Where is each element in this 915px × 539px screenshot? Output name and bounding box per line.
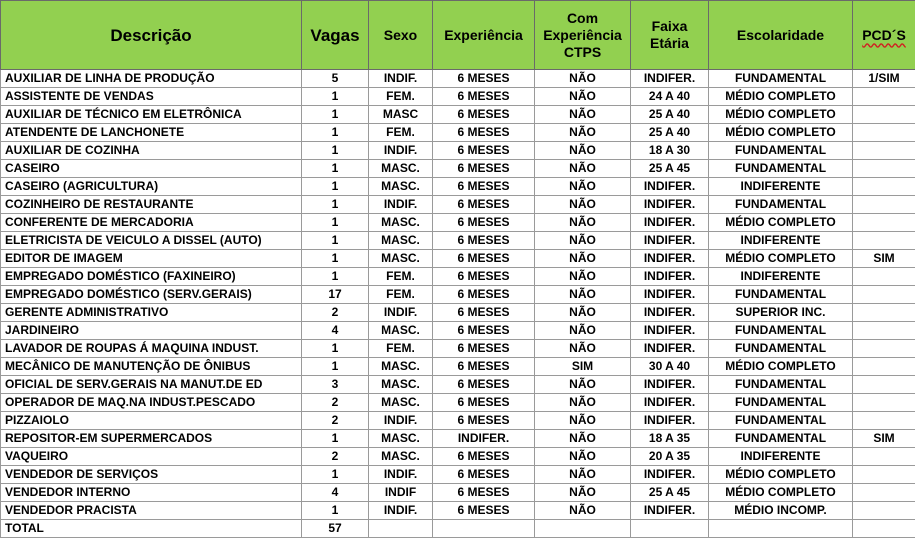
cell-descricao: AUXILIAR DE LINHA DE PRODUÇÃO (1, 70, 302, 88)
cell-escolaridade: FUNDAMENTAL (709, 412, 853, 430)
cell-com-experiencia-ctps: NÃO (535, 70, 631, 88)
cell-faixa-etaria: INDIFER. (631, 304, 709, 322)
cell-pcd (853, 322, 915, 340)
cell-com-experiencia-ctps: NÃO (535, 142, 631, 160)
cell-com-experiencia-ctps: NÃO (535, 448, 631, 466)
cell-sexo: MASC. (369, 376, 433, 394)
table-row (1, 160, 915, 178)
cell-sexo: FEM. (369, 286, 433, 304)
cell-experiencia: INDIFER. (433, 430, 535, 448)
cell-faixa-etaria: INDIFER. (631, 214, 709, 232)
table-row (1, 142, 915, 160)
cell-faixa-etaria: INDIFER. (631, 196, 709, 214)
cell-pcd: 1/SIM (853, 70, 915, 88)
cell-faixa-etaria: 25 A 40 (631, 106, 709, 124)
cell-vagas: 4 (302, 322, 369, 340)
header-faixa-line: Faixa (651, 18, 688, 34)
cell-experiencia: 6 MESES (433, 484, 535, 502)
cell-sexo: MASC. (369, 214, 433, 232)
header-com-experiencia-ctps (535, 1, 631, 70)
cell-pcd (853, 106, 915, 124)
cell-vagas: 1 (302, 250, 369, 268)
cell-com-experiencia-ctps: NÃO (535, 412, 631, 430)
cell-escolaridade: MÉDIO COMPLETO (709, 214, 853, 232)
cell-escolaridade: INDIFERENTE (709, 178, 853, 196)
cell-pcd (853, 448, 915, 466)
cell-faixa-etaria: INDIFER. (631, 250, 709, 268)
table-row (1, 214, 915, 232)
cell-descricao: MECÂNICO DE MANUTENÇÃO DE ÔNIBUS (1, 358, 302, 376)
cell-experiencia: 6 MESES (433, 106, 535, 124)
cell-pcd (853, 466, 915, 484)
cell-vagas: 1 (302, 124, 369, 142)
cell-pcd (853, 232, 915, 250)
cell-escolaridade: MÉDIO INCOMP. (709, 502, 853, 520)
cell-vagas: 1 (302, 466, 369, 484)
cell-vagas: 1 (302, 358, 369, 376)
cell-com-experiencia-ctps: NÃO (535, 394, 631, 412)
cell-experiencia: 6 MESES (433, 160, 535, 178)
cell-pcd (853, 304, 915, 322)
cell-pcd (853, 160, 915, 178)
cell-escolaridade: FUNDAMENTAL (709, 160, 853, 178)
cell-com-experiencia-ctps: NÃO (535, 340, 631, 358)
total-empty-cell (853, 520, 915, 538)
cell-experiencia: 6 MESES (433, 250, 535, 268)
cell-vagas: 1 (302, 502, 369, 520)
cell-sexo: MASC (369, 106, 433, 124)
cell-experiencia: 6 MESES (433, 196, 535, 214)
cell-com-experiencia-ctps: NÃO (535, 88, 631, 106)
cell-sexo: INDIF. (369, 70, 433, 88)
cell-sexo: MASC. (369, 394, 433, 412)
cell-com-experiencia-ctps: NÃO (535, 214, 631, 232)
cell-faixa-etaria: 24 A 40 (631, 88, 709, 106)
header-pcds-text: PCD´S (862, 26, 906, 43)
cell-faixa-etaria: INDIFER. (631, 502, 709, 520)
cell-faixa-etaria: INDIFER. (631, 340, 709, 358)
cell-faixa-etaria: 20 A 35 (631, 448, 709, 466)
cell-pcd (853, 412, 915, 430)
cell-faixa-etaria: 30 A 40 (631, 358, 709, 376)
cell-experiencia: 6 MESES (433, 394, 535, 412)
table-row (1, 286, 915, 304)
cell-descricao: LAVADOR DE ROUPAS Á MAQUINA INDUST. (1, 340, 302, 358)
cell-pcd (853, 268, 915, 286)
cell-sexo: MASC. (369, 160, 433, 178)
cell-descricao: OPERADOR DE MAQ.NA INDUST.PESCADO (1, 394, 302, 412)
cell-pcd (853, 358, 915, 376)
cell-sexo: MASC. (369, 178, 433, 196)
cell-vagas: 1 (302, 340, 369, 358)
cell-escolaridade: FUNDAMENTAL (709, 340, 853, 358)
cell-vagas: 1 (302, 196, 369, 214)
cell-vagas: 1 (302, 268, 369, 286)
cell-pcd (853, 394, 915, 412)
table-row (1, 268, 915, 286)
cell-descricao: AUXILIAR DE COZINHA (1, 142, 302, 160)
cell-escolaridade: FUNDAMENTAL (709, 142, 853, 160)
cell-vagas: 4 (302, 484, 369, 502)
cell-faixa-etaria: INDIFER. (631, 178, 709, 196)
header-ctps-line: Com (566, 9, 599, 26)
table-row (1, 124, 915, 142)
cell-com-experiencia-ctps: NÃO (535, 232, 631, 250)
header-escolaridade: Escolaridade (709, 1, 853, 70)
cell-com-experiencia-ctps: NÃO (535, 484, 631, 502)
total-row (1, 520, 915, 538)
cell-vagas: 1 (302, 214, 369, 232)
cell-pcd (853, 502, 915, 520)
cell-com-experiencia-ctps: NÃO (535, 268, 631, 286)
cell-escolaridade: FUNDAMENTAL (709, 394, 853, 412)
cell-escolaridade: SUPERIOR INC. (709, 304, 853, 322)
cell-sexo: MASC. (369, 358, 433, 376)
cell-sexo: INDIF. (369, 142, 433, 160)
cell-descricao: GERENTE ADMINISTRATIVO (1, 304, 302, 322)
table-row (1, 376, 915, 394)
cell-descricao: VENDEDOR DE SERVIÇOS (1, 466, 302, 484)
cell-pcd (853, 286, 915, 304)
cell-com-experiencia-ctps: NÃO (535, 106, 631, 124)
cell-vagas: 1 (302, 88, 369, 106)
cell-descricao: VENDEDOR PRACISTA (1, 502, 302, 520)
header-descricao: Descrição (1, 1, 302, 70)
cell-descricao: ATENDENTE DE LANCHONETE (1, 124, 302, 142)
header-faixa-line: Etária (650, 35, 689, 51)
cell-faixa-etaria: INDIFER. (631, 322, 709, 340)
cell-faixa-etaria: INDIFER. (631, 466, 709, 484)
cell-sexo: MASC. (369, 430, 433, 448)
cell-experiencia: 6 MESES (433, 142, 535, 160)
cell-escolaridade: FUNDAMENTAL (709, 70, 853, 88)
cell-faixa-etaria: 25 A 40 (631, 124, 709, 142)
cell-descricao: COZINHEIRO DE RESTAURANTE (1, 196, 302, 214)
table-row (1, 106, 915, 124)
total-label: TOTAL (1, 520, 302, 538)
cell-descricao: EMPREGADO DOMÉSTICO (SERV.GERAIS) (1, 286, 302, 304)
cell-experiencia: 6 MESES (433, 304, 535, 322)
cell-experiencia: 6 MESES (433, 466, 535, 484)
total-empty-cell (369, 520, 433, 538)
cell-escolaridade: MÉDIO COMPLETO (709, 106, 853, 124)
cell-vagas: 1 (302, 430, 369, 448)
cell-vagas: 1 (302, 160, 369, 178)
cell-com-experiencia-ctps: NÃO (535, 304, 631, 322)
cell-vagas: 1 (302, 232, 369, 250)
cell-experiencia: 6 MESES (433, 232, 535, 250)
cell-com-experiencia-ctps: NÃO (535, 124, 631, 142)
cell-pcd (853, 124, 915, 142)
cell-escolaridade: MÉDIO COMPLETO (709, 250, 853, 268)
table-row (1, 304, 915, 322)
cell-vagas: 17 (302, 286, 369, 304)
cell-sexo: INDIF. (369, 412, 433, 430)
table-row (1, 412, 915, 430)
cell-escolaridade: MÉDIO COMPLETO (709, 124, 853, 142)
cell-faixa-etaria: INDIFER. (631, 70, 709, 88)
cell-vagas: 1 (302, 178, 369, 196)
cell-descricao: CASEIRO (AGRICULTURA) (1, 178, 302, 196)
cell-escolaridade: MÉDIO COMPLETO (709, 88, 853, 106)
cell-pcd (853, 178, 915, 196)
cell-vagas: 2 (302, 394, 369, 412)
cell-faixa-etaria: INDIFER. (631, 268, 709, 286)
cell-pcd (853, 484, 915, 502)
cell-sexo: INDIF. (369, 466, 433, 484)
cell-vagas: 2 (302, 448, 369, 466)
total-vagas: 57 (302, 520, 369, 538)
cell-pcd (853, 340, 915, 358)
cell-experiencia: 6 MESES (433, 178, 535, 196)
cell-escolaridade: INDIFERENTE (709, 232, 853, 250)
cell-sexo: INDIF. (369, 196, 433, 214)
cell-vagas: 1 (302, 142, 369, 160)
cell-com-experiencia-ctps: NÃO (535, 466, 631, 484)
header-ctps-line: CTPS (563, 43, 602, 60)
table-row (1, 448, 915, 466)
cell-com-experiencia-ctps: NÃO (535, 250, 631, 268)
cell-escolaridade: FUNDAMENTAL (709, 430, 853, 448)
cell-com-experiencia-ctps: NÃO (535, 502, 631, 520)
cell-faixa-etaria: INDIFER. (631, 376, 709, 394)
cell-escolaridade: FUNDAMENTAL (709, 196, 853, 214)
cell-experiencia: 6 MESES (433, 268, 535, 286)
cell-sexo: INDIF. (369, 502, 433, 520)
header-faixa-etaria (631, 1, 709, 70)
table-row (1, 394, 915, 412)
cell-faixa-etaria: INDIFER. (631, 394, 709, 412)
cell-vagas: 2 (302, 412, 369, 430)
total-empty-cell (709, 520, 853, 538)
header-vagas: Vagas (302, 1, 369, 70)
cell-pcd (853, 142, 915, 160)
cell-experiencia: 6 MESES (433, 340, 535, 358)
cell-sexo: MASC. (369, 448, 433, 466)
cell-sexo: FEM. (369, 340, 433, 358)
cell-sexo: FEM. (369, 88, 433, 106)
cell-com-experiencia-ctps: NÃO (535, 196, 631, 214)
cell-faixa-etaria: INDIFER. (631, 232, 709, 250)
cell-experiencia: 6 MESES (433, 412, 535, 430)
cell-sexo: MASC. (369, 250, 433, 268)
header-experiencia: Experiência (433, 1, 535, 70)
cell-escolaridade: FUNDAMENTAL (709, 286, 853, 304)
cell-pcd (853, 214, 915, 232)
cell-com-experiencia-ctps: NÃO (535, 178, 631, 196)
table-row (1, 322, 915, 340)
cell-pcd: SIM (853, 250, 915, 268)
cell-sexo: FEM. (369, 268, 433, 286)
cell-com-experiencia-ctps: NÃO (535, 160, 631, 178)
total-empty-cell (631, 520, 709, 538)
cell-sexo: MASC. (369, 322, 433, 340)
table-row (1, 196, 915, 214)
cell-experiencia: 6 MESES (433, 358, 535, 376)
cell-experiencia: 6 MESES (433, 286, 535, 304)
cell-faixa-etaria: INDIFER. (631, 412, 709, 430)
cell-faixa-etaria: 18 A 30 (631, 142, 709, 160)
cell-experiencia: 6 MESES (433, 376, 535, 394)
cell-descricao: ASSISTENTE DE VENDAS (1, 88, 302, 106)
header-ctps-line: Experiência (543, 26, 622, 43)
total-empty-cell (433, 520, 535, 538)
cell-experiencia: 6 MESES (433, 448, 535, 466)
cell-escolaridade: MÉDIO COMPLETO (709, 358, 853, 376)
cell-escolaridade: INDIFERENTE (709, 448, 853, 466)
table-row (1, 232, 915, 250)
cell-escolaridade: INDIFERENTE (709, 268, 853, 286)
cell-sexo: MASC. (369, 232, 433, 250)
cell-com-experiencia-ctps: SIM (535, 358, 631, 376)
cell-descricao: AUXILIAR DE TÉCNICO EM ELETRÔNICA (1, 106, 302, 124)
cell-experiencia: 6 MESES (433, 502, 535, 520)
cell-escolaridade: FUNDAMENTAL (709, 376, 853, 394)
total-empty-cell (535, 520, 631, 538)
cell-experiencia: 6 MESES (433, 322, 535, 340)
table-body (1, 70, 915, 538)
table-row (1, 484, 915, 502)
cell-descricao: CONFERENTE DE MERCADORIA (1, 214, 302, 232)
table-row (1, 466, 915, 484)
table-row (1, 88, 915, 106)
cell-sexo: FEM. (369, 124, 433, 142)
table-row (1, 178, 915, 196)
table-row (1, 70, 915, 88)
header-pcds (853, 1, 915, 70)
cell-descricao: EDITOR DE IMAGEM (1, 250, 302, 268)
cell-pcd (853, 88, 915, 106)
cell-descricao: VENDEDOR INTERNO (1, 484, 302, 502)
header-row (1, 1, 915, 70)
cell-com-experiencia-ctps: NÃO (535, 322, 631, 340)
table-row (1, 358, 915, 376)
cell-experiencia: 6 MESES (433, 70, 535, 88)
cell-escolaridade: MÉDIO COMPLETO (709, 466, 853, 484)
cell-faixa-etaria: 25 A 45 (631, 484, 709, 502)
cell-descricao: JARDINEIRO (1, 322, 302, 340)
cell-pcd (853, 196, 915, 214)
cell-faixa-etaria: INDIFER. (631, 286, 709, 304)
cell-com-experiencia-ctps: NÃO (535, 286, 631, 304)
cell-faixa-etaria: 18 A 35 (631, 430, 709, 448)
cell-escolaridade: FUNDAMENTAL (709, 322, 853, 340)
cell-sexo: INDIF. (369, 304, 433, 322)
cell-pcd: SIM (853, 430, 915, 448)
cell-escolaridade: MÉDIO COMPLETO (709, 484, 853, 502)
cell-descricao: ELETRICISTA DE VEICULO A DISSEL (AUTO) (1, 232, 302, 250)
cell-descricao: VAQUEIRO (1, 448, 302, 466)
header-sexo: Sexo (369, 1, 433, 70)
cell-descricao: REPOSITOR-EM SUPERMERCADOS (1, 430, 302, 448)
cell-experiencia: 6 MESES (433, 88, 535, 106)
table-row (1, 250, 915, 268)
cell-com-experiencia-ctps: NÃO (535, 376, 631, 394)
cell-experiencia: 6 MESES (433, 214, 535, 232)
table-row (1, 340, 915, 358)
cell-vagas: 2 (302, 304, 369, 322)
cell-faixa-etaria: 25 A 45 (631, 160, 709, 178)
cell-descricao: PIZZAIOLO (1, 412, 302, 430)
cell-experiencia: 6 MESES (433, 124, 535, 142)
table-row (1, 430, 915, 448)
cell-descricao: CASEIRO (1, 160, 302, 178)
cell-vagas: 1 (302, 106, 369, 124)
cell-com-experiencia-ctps: NÃO (535, 430, 631, 448)
cell-sexo: INDIF (369, 484, 433, 502)
cell-vagas: 5 (302, 70, 369, 88)
cell-descricao: OFICIAL DE SERV.GERAIS NA MANUT.DE ED (1, 376, 302, 394)
cell-vagas: 3 (302, 376, 369, 394)
table-row (1, 502, 915, 520)
cell-descricao: EMPREGADO DOMÉSTICO (FAXINEIRO) (1, 268, 302, 286)
cell-pcd (853, 376, 915, 394)
